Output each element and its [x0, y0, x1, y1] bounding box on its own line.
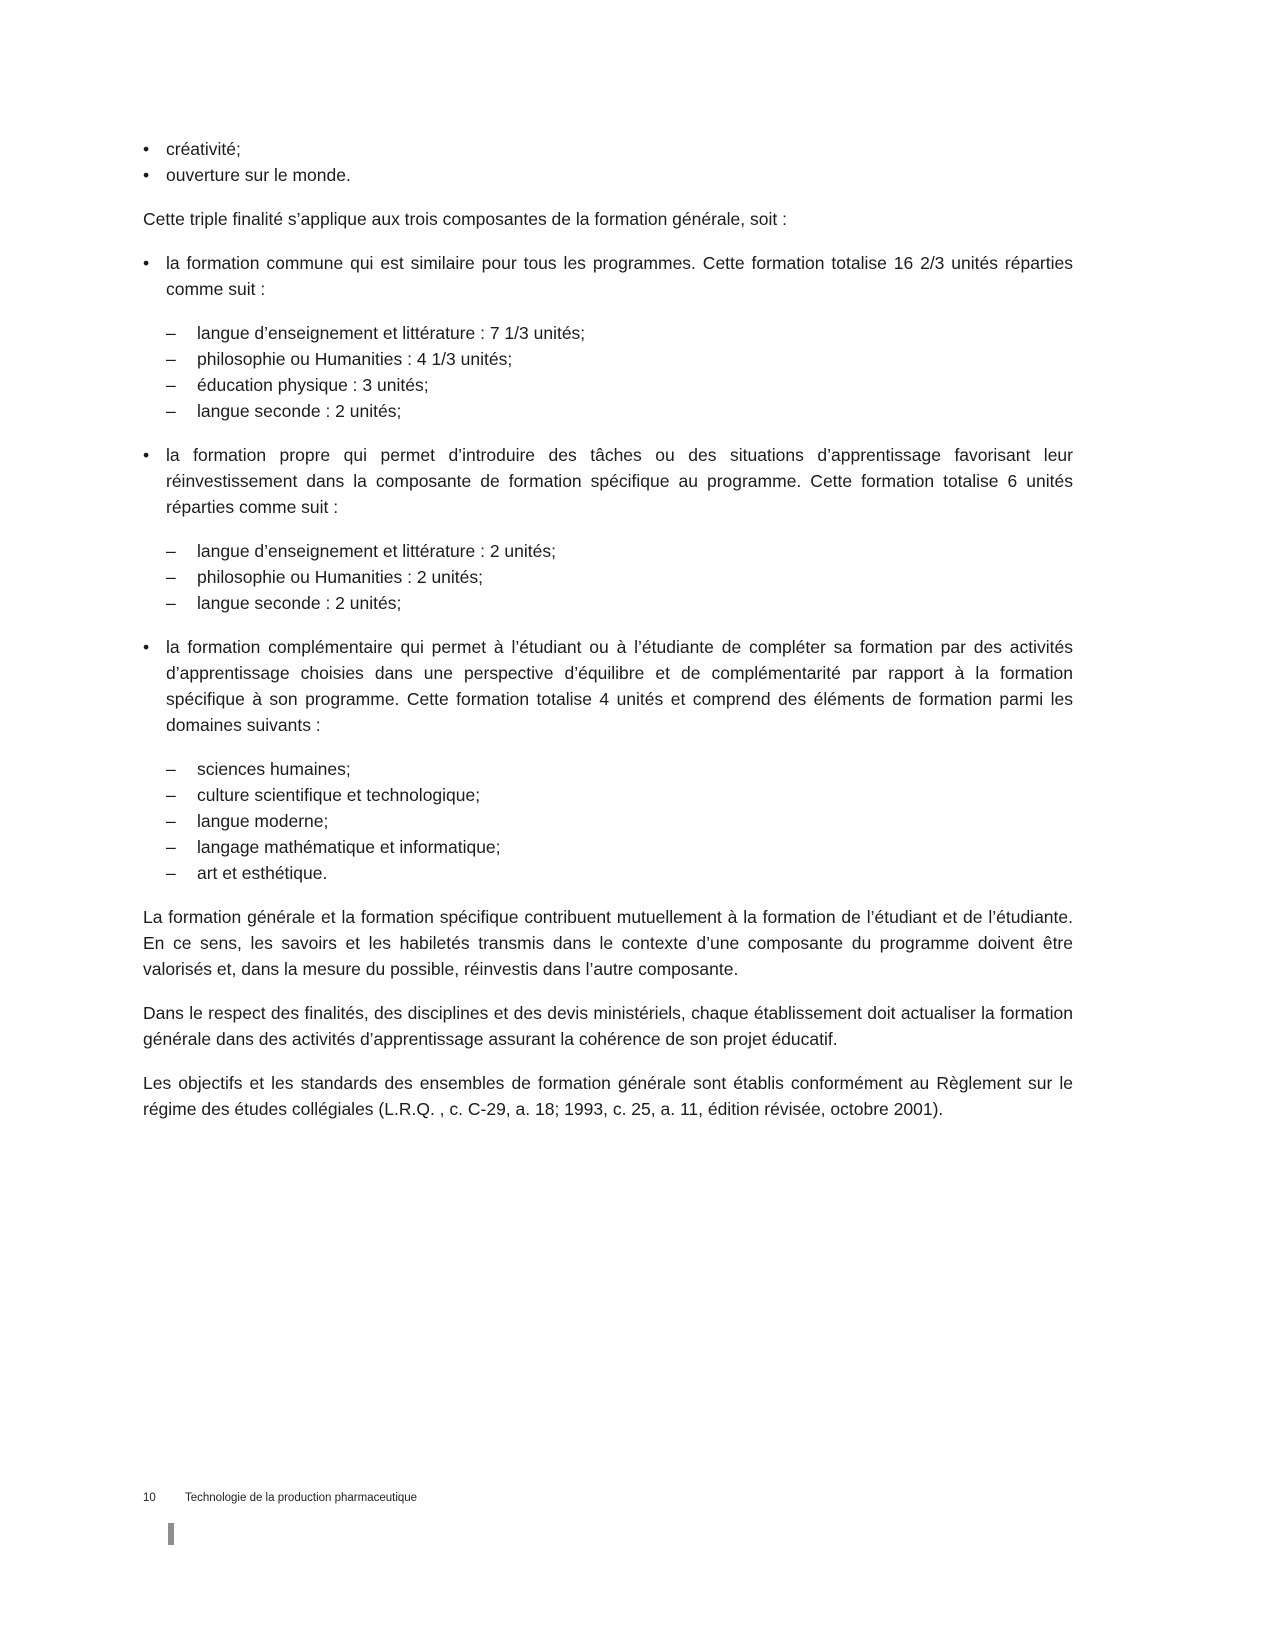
list-item-text: art et esthétique. — [197, 863, 328, 883]
list-item-text: la formation propre qui permet d’introduire des tâches ou des situations d’apprentissage favorisant leur réinvestissement dans la composante de formation spécifique au programme. Cette formation totalise 6 unités réparties comme suit : — [166, 445, 1073, 517]
list-item — [166, 834, 1073, 860]
body-paragraph: Les objectifs et les standards des ensembles de formation générale sont établis conformément au Règlement sur le régime des études collégiales (L.R.Q. , c. C-29, a. 18; 1993, c. 25, a. 11, édition révisée, octobre 2001). — [143, 1073, 1073, 1119]
list-item — [143, 250, 1073, 302]
dash-marker: – — [166, 785, 176, 805]
list-item-text: philosophie ou Humanities : 4 1/3 unités; — [197, 349, 513, 369]
list-item — [166, 756, 1073, 782]
dash-marker: – — [166, 349, 176, 369]
list-item-text: sciences humaines; — [197, 759, 351, 779]
section-formation-commune — [143, 250, 1073, 302]
dash-marker: – — [166, 567, 176, 587]
top-bullet-list — [143, 136, 1073, 188]
intro-paragraph: Cette triple finalité s’applique aux trois composantes de la formation générale, soit : — [143, 209, 787, 229]
bullet-marker: • — [143, 253, 150, 273]
footer-doc-title: Technologie de la production pharmaceutique — [185, 1492, 418, 1504]
dash-marker: – — [166, 375, 176, 395]
body-paragraph: Dans le respect des finalités, des disciplines et des devis ministériels, chaque établissement doit actualiser la formation générale dans des activités d’apprentissage assurant la cohérence de son projet éducatif. — [143, 1003, 1073, 1049]
dash-marker: – — [166, 811, 176, 831]
cursor-bar — [168, 1523, 174, 1545]
dash-marker: – — [166, 759, 176, 779]
page-number: 10 — [143, 1492, 156, 1504]
list-item — [143, 442, 1073, 520]
list-item-text: culture scientifique et technologique; — [197, 785, 481, 805]
list-item-text: langue moderne; — [197, 811, 329, 831]
section-formation-propre — [143, 442, 1073, 520]
dash-marker: – — [166, 401, 176, 421]
list-item-text: philosophie ou Humanities : 2 unités; — [197, 567, 484, 587]
list-item — [166, 782, 1073, 808]
list-item — [166, 346, 1073, 372]
list-item — [166, 590, 1073, 616]
body-paragraph: La formation générale et la formation spécifique contribuent mutuellement à la formation de l’étudiant et de l’étudiante. En ce sens, les savoirs et les habiletés transmis dans le contexte d’une composante du programme doivent être valorisés et, dans la mesure du possible, réinvestis dans l’autre composante. — [143, 907, 1073, 979]
list-item-text: langue d’enseignement et littérature : 2 unités; — [197, 541, 556, 561]
list-item-text: ouverture sur le monde. — [166, 165, 351, 185]
sublist-formation-propre — [166, 538, 1073, 616]
list-item-text: langue seconde : 2 unités; — [197, 593, 402, 613]
page-content — [143, 136, 1073, 1140]
dash-marker: – — [166, 863, 176, 883]
bullet-marker: • — [143, 445, 150, 465]
list-item — [166, 860, 1073, 886]
bullet-marker: • — [143, 139, 150, 159]
dash-marker: – — [166, 541, 176, 561]
list-item — [166, 372, 1073, 398]
list-item-text: la formation complémentaire qui permet à l’étudiant ou à l’étudiante de compléter sa formation par des activités d’apprentissage choisies dans une perspective d’équilibre et de complémentarité par rapport à la formation spécifique à son programme. Cette formation totalise 4 unités et comprend des éléments de formation parmi les domaines suivants : — [166, 637, 1073, 735]
list-item — [166, 808, 1073, 834]
list-item-text: langue seconde : 2 unités; — [197, 401, 402, 421]
list-item — [166, 564, 1073, 590]
sublist-formation-complementaire — [166, 756, 1073, 886]
list-item-text: éducation physique : 3 unités; — [197, 375, 429, 395]
sublist-formation-commune — [166, 320, 1073, 424]
list-item-text: la formation commune qui est similaire pour tous les programmes. Cette formation totalise 16 2/3 unités réparties comme suit : — [166, 253, 1073, 299]
section-formation-complementaire — [143, 634, 1073, 738]
dash-marker: – — [166, 837, 176, 857]
bullet-marker: • — [143, 165, 150, 185]
list-item — [143, 136, 1073, 162]
list-item — [166, 320, 1073, 346]
list-item — [166, 538, 1073, 564]
list-item-text: langue d’enseignement et littérature : 7 1/3 unités; — [197, 323, 586, 343]
list-item — [143, 162, 1073, 188]
list-item-text: langage mathématique et informatique; — [197, 837, 501, 857]
list-item — [166, 398, 1073, 424]
bullet-marker: • — [143, 637, 150, 657]
dash-marker: – — [166, 323, 176, 343]
page-footer — [143, 1491, 417, 1505]
list-item — [143, 634, 1073, 738]
list-item-text: créativité; — [166, 139, 241, 159]
dash-marker: – — [166, 593, 176, 613]
